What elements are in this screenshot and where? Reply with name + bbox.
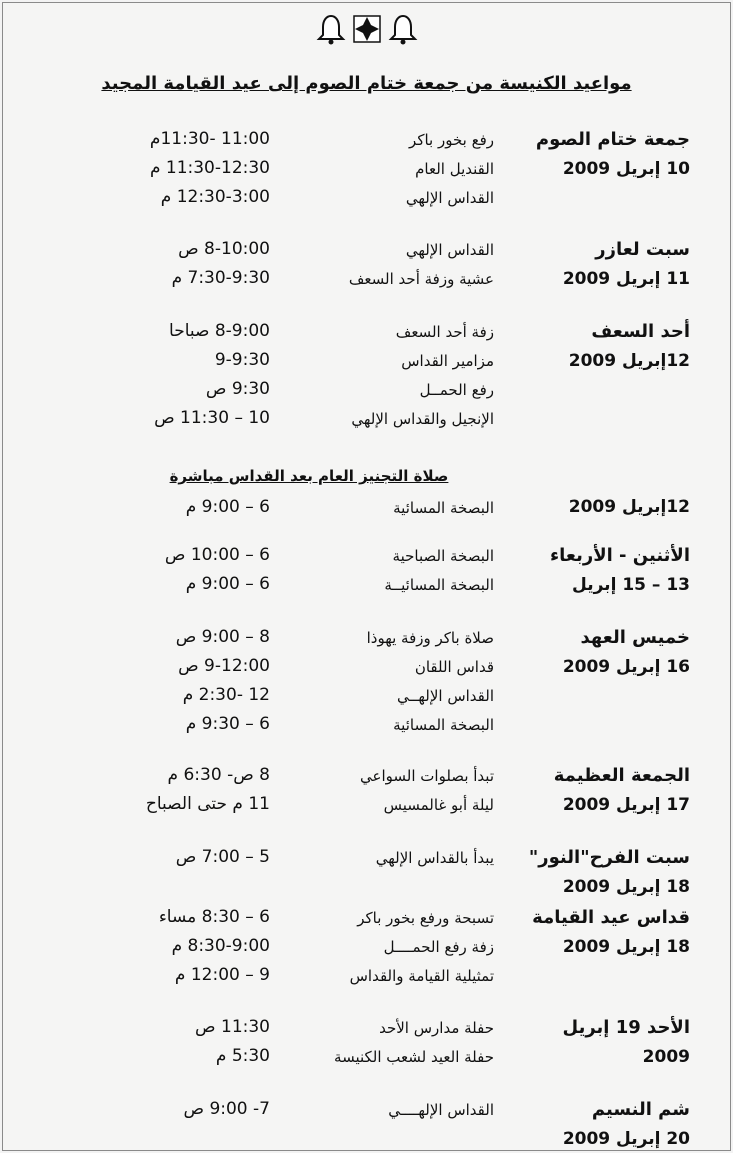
service-name: ليلة أبو غالمسيس (383, 796, 494, 814)
service-time: 6 – 8:30 مساء (158, 907, 270, 927)
service-name: تبدأ بصلوات السواعي (360, 767, 494, 785)
service-time: 12 -2:30 م (182, 685, 270, 705)
cross-icon (352, 14, 382, 44)
service-time: 11:30 ص (195, 1017, 270, 1037)
page-title: مواعيد الكنيسة من جمعة ختام الصوم إلى عيد القيامة المجيد (101, 73, 632, 94)
service-time: 10 – 11:30 ص (154, 408, 270, 428)
service-name: البصخة المسائيــة (384, 576, 494, 594)
service-time: 9:30 ص (205, 379, 270, 399)
service-time: 8 – 9:00 ص (175, 627, 270, 647)
service-name: الإنجيل والقداس الإلهي (351, 410, 494, 428)
day-name: الأثنين - الأربعاء (549, 545, 690, 566)
day-name: قداس عيد القيامة (532, 907, 690, 928)
service-name: عشية وزفة أحد السعف (348, 270, 494, 288)
service-name: زفة أحد السعف (395, 323, 494, 341)
service-name: تسبحة ورفع بخور باكر (357, 909, 494, 927)
service-time: 6 – 9:30 م (185, 714, 270, 734)
service-time: 6 – 9:00 م (185, 574, 270, 594)
service-time: 9-12:00 ص (178, 656, 270, 676)
service-name: حفلة العيد لشعب الكنيسة (334, 1048, 494, 1066)
service-time: 5:30 م (215, 1046, 270, 1066)
service-name: رفع بخور باكر (409, 131, 494, 149)
service-time: 9-9:30 (214, 350, 270, 370)
service-name: القداس الإلهي (405, 189, 494, 207)
day-name: الجمعة العظيمة (553, 765, 690, 786)
day-date: 18 إبريل 2009 (562, 877, 690, 897)
service-name: البصخة المسائية (393, 716, 494, 734)
service-time: 9 – 12:00 م (174, 965, 270, 985)
day-date: 13 – 15 إبريل (572, 575, 690, 595)
service-name: البصخة المسائية (393, 499, 494, 517)
day-date: 12إبريل 2009 (568, 497, 690, 517)
service-name: مزامير القداس (401, 352, 494, 370)
bell-icon (388, 13, 418, 45)
service-name: رفع الحمــل (419, 381, 494, 399)
day-name: خميس العهد (580, 627, 690, 648)
service-name: حفلة مدارس الأحد (379, 1019, 494, 1037)
service-name: القداس الإلهي (405, 241, 494, 259)
service-name: القداس الإلهــــي (388, 1101, 494, 1119)
service-time: 6 – 9:00 م (185, 497, 270, 517)
service-name: البصخة الصباحية (392, 547, 494, 565)
service-name: القنديل العام (415, 160, 494, 178)
day-name: أحد السعف (591, 321, 690, 342)
day-date: 12إبريل 2009 (568, 351, 690, 371)
service-time: 6 – 10:00 ص (164, 545, 270, 565)
bell-icon (316, 13, 346, 45)
service-time: 8-9:00 صباحا (169, 321, 270, 341)
schedule-page (2, 2, 731, 1151)
day-date: 11 إبريل 2009 (562, 269, 690, 289)
service-name: يبدأ بالقداس الإلهي (375, 849, 494, 867)
service-time: 8-10:00 ص (178, 239, 270, 259)
header-decoration (3, 11, 730, 47)
day-date: 18 إبريل 2009 (562, 937, 690, 957)
day-date: 16 إبريل 2009 (562, 657, 690, 677)
service-time: 8:30-9:00 م (171, 936, 270, 956)
service-time: 5 – 7:00 ص (175, 847, 270, 867)
day-date: 17 إبريل 2009 (562, 795, 690, 815)
service-time: 8 ص- 6:30 م (167, 765, 270, 785)
day-name: سبت الفرح"النور" (528, 847, 690, 868)
service-name: زفة رفع الحمــــل (383, 938, 494, 956)
section-subtitle: صلاة التجنيز العام بعد القداس مباشرة (169, 467, 449, 485)
service-time: 11:30-12:30 م (149, 158, 270, 178)
service-name: قداس اللقان (414, 658, 494, 676)
day-name: شم النسيم (591, 1099, 690, 1120)
service-name: صلاة باكر وزفة يهوذا (366, 629, 494, 647)
day-name: الأحد 19 إبريل (562, 1017, 690, 1038)
service-time: 11:00 -11:30م (149, 129, 270, 149)
service-name: القداس الإلهــي (397, 687, 494, 705)
service-time: 12:30-3:00 م (160, 187, 270, 207)
day-date: 2009 (642, 1047, 690, 1067)
day-date: 20 إبريل 2009 (562, 1129, 690, 1149)
service-time: 7- 9:00 ص (183, 1099, 270, 1119)
service-name: تمثيلية القيامة والقداس (349, 967, 494, 985)
day-name: جمعة ختام الصوم (535, 129, 690, 150)
service-time: 11 م حتى الصباح (145, 794, 270, 814)
service-time: 7:30-9:30 م (171, 268, 270, 288)
day-date: 10 إبريل 2009 (562, 159, 690, 179)
day-name: سبت لعازر (595, 239, 690, 260)
